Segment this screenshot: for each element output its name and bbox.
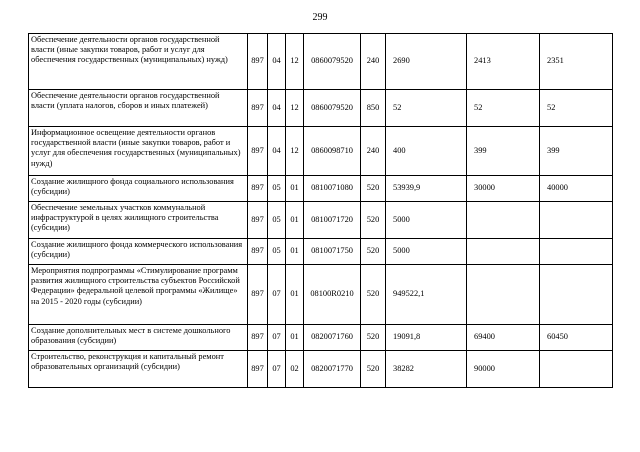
amount-year-3: 399 [540,127,613,176]
amount-year-2: 69400 [467,325,540,351]
target-article-code: 0860098710 [304,127,361,176]
table-row [29,90,613,127]
amount-year-3 [540,265,613,325]
table-row [29,239,613,265]
section-code: 04 [268,90,286,127]
subsection-code: 01 [286,176,304,202]
row-description: Обеспечение деятельности органов государственной власти (уплата налогов, сборов и иных платежей) [29,90,248,127]
amount-year-2 [467,265,540,325]
page-number: 299 [312,12,328,23]
amount-year-1: 400 [386,127,467,176]
table-row [29,351,613,388]
subsection-code: 02 [286,351,304,388]
table-row [29,176,613,202]
subsection-code: 01 [286,202,304,239]
target-article-code: 0820071770 [304,351,361,388]
section-code: 05 [268,176,286,202]
amount-year-3: 52 [540,90,613,127]
admin-code: 897 [248,34,268,90]
row-description: Мероприятия подпрограммы «Стимулирование программ развития жилищного строительства субъектов Российской Федерации» федеральной целевой программы «Жилище» на 2015 - 2020 годы (субсидии) [29,265,248,325]
amount-year-1: 38282 [386,351,467,388]
section-code: 05 [268,239,286,265]
amount-year-2: 30000 [467,176,540,202]
amount-year-2: 399 [467,127,540,176]
table-row [29,325,613,351]
amount-year-3 [540,351,613,388]
expense-type-code: 240 [361,127,386,176]
row-description: Создание жилищного фонда коммерческого использования (субсидии) [29,239,248,265]
subsection-code: 01 [286,239,304,265]
admin-code: 897 [248,127,268,176]
expense-type-code: 240 [361,34,386,90]
row-description: Создание дополнительных мест в системе дошкольного образования (субсидии) [29,325,248,351]
amount-year-2 [467,239,540,265]
section-code: 07 [268,265,286,325]
expense-type-code: 520 [361,202,386,239]
admin-code: 897 [248,239,268,265]
admin-code: 897 [248,325,268,351]
amount-year-1: 949522,1 [386,265,467,325]
subsection-code: 01 [286,325,304,351]
admin-code: 897 [248,351,268,388]
admin-code: 897 [248,202,268,239]
subsection-code: 12 [286,34,304,90]
amount-year-1: 53939,9 [386,176,467,202]
row-description: Обеспечение земельных участков коммунальной инфраструктурой в целях жилищного строительства (субсидии) [29,202,248,239]
subsection-code: 12 [286,127,304,176]
expense-type-code: 520 [361,176,386,202]
table-row [29,202,613,239]
table-row [29,127,613,176]
amount-year-3: 40000 [540,176,613,202]
amount-year-2 [467,202,540,239]
amount-year-3: 60450 [540,325,613,351]
subsection-code: 12 [286,90,304,127]
amount-year-1: 52 [386,90,467,127]
admin-code: 897 [248,90,268,127]
amount-year-2: 90000 [467,351,540,388]
amount-year-3: 2351 [540,34,613,90]
amount-year-1: 2690 [386,34,467,90]
expense-type-code: 520 [361,351,386,388]
amount-year-1: 5000 [386,239,467,265]
amount-year-1: 5000 [386,202,467,239]
table-row [29,265,613,325]
section-code: 07 [268,325,286,351]
row-description: Строительство, реконструкция и капитальный ремонт образовательных организаций (субсидии) [29,351,248,388]
admin-code: 897 [248,176,268,202]
target-article-code: 0820071760 [304,325,361,351]
expense-type-code: 520 [361,265,386,325]
target-article-code: 0810071080 [304,176,361,202]
target-article-code: 0810071720 [304,202,361,239]
target-article-code: 0810071750 [304,239,361,265]
amount-year-1: 19091,8 [386,325,467,351]
row-description: Информационное освещение деятельности органов государственной власти (иные закупки товаров, работ и услуг для обеспечения государственных (муниципальных) нужд) [29,127,248,176]
amount-year-2: 52 [467,90,540,127]
target-article-code: 0860079520 [304,34,361,90]
section-code: 04 [268,34,286,90]
admin-code: 897 [248,265,268,325]
expense-type-code: 520 [361,239,386,265]
target-article-code: 08100R0210 [304,265,361,325]
target-article-code: 0860079520 [304,90,361,127]
subsection-code: 01 [286,265,304,325]
amount-year-2: 2413 [467,34,540,90]
section-code: 04 [268,127,286,176]
amount-year-3 [540,202,613,239]
row-description: Создание жилищного фонда социального использования (субсидии) [29,176,248,202]
expense-type-code: 520 [361,325,386,351]
section-code: 07 [268,351,286,388]
row-description: Обеспечение деятельности органов государственной власти (иные закупки товаров, работ и услуг для обеспечения государственных (муниципальных) нужд) [29,34,248,90]
section-code: 05 [268,202,286,239]
amount-year-3 [540,239,613,265]
table-row [29,34,613,90]
expense-type-code: 850 [361,90,386,127]
budget-table [28,33,613,388]
